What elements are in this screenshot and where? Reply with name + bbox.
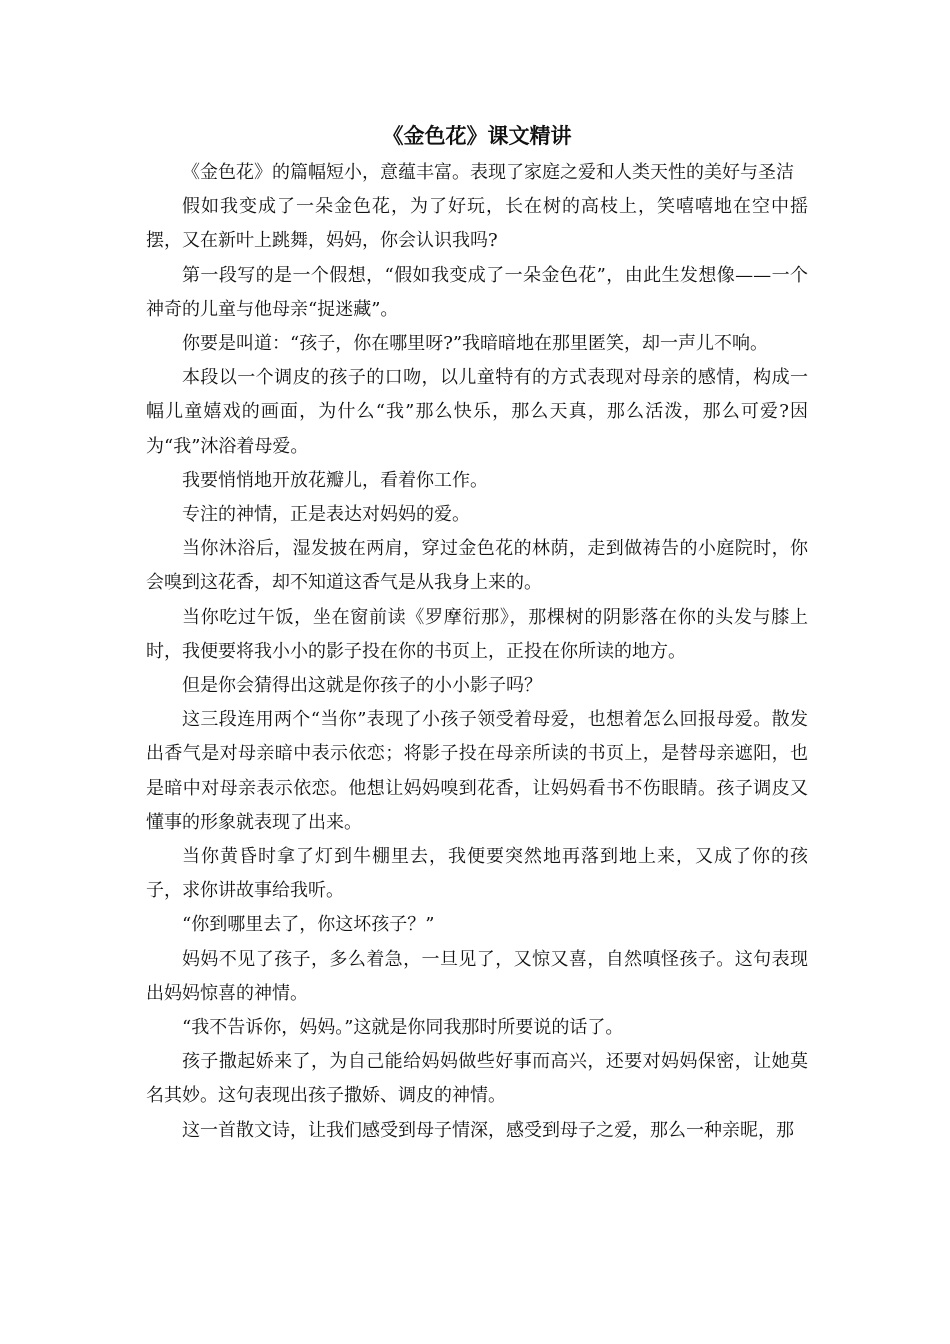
paragraph: 当你吃过午饭，坐在窗前读《罗摩衍那》，那棵树的阴影落在你的头发与膝上时，我便要将我小小的影子投在你的书页上，正投在你所读的地方。 (146, 606, 808, 662)
paragraph: 但是你会猜得出这就是你孩子的小小影子吗？ (182, 675, 542, 697)
paragraph: 当你黄昏时拿了灯到牛棚里去，我便要突然地再落到地上来，又成了你的孩子，求你讲故事给我听。 (146, 846, 808, 902)
paragraph: 专注的神情，正是表达对妈妈的爱。 (182, 504, 470, 526)
document-title: 《金色花》课文精讲 (382, 123, 572, 148)
paragraph: 这三段连用两个“当你”表现了小孩子领受着母爱，也想着怎么回报母爱。散发出香气是对母亲暗中表示依恋；将影子投在母亲所读的书页上，是替母亲遮阳，也是暗中对母亲表示依恋。他想让妈妈嗅到花香，让妈妈看书不伤眼睛。孩子调皮又懂事的形象就表现了出来。 (146, 709, 808, 833)
paragraph: “我不告诉你，妈妈。”这就是你同我那时所要说的话了。 (182, 1017, 624, 1039)
paragraph: 假如我变成了一朵金色花，为了好玩，长在树的高枝上，笑嘻嘻地在空中摇摆，又在新叶上跳舞，妈妈，你会认识我吗? (146, 196, 808, 252)
paragraph: 孩子撒起娇来了，为自己能给妈妈做些好事而高兴，还要对妈妈保密，让她莫名其妙。这句表现出孩子撒娇、调皮的神情。 (146, 1051, 808, 1107)
paragraph: 本段以一个调皮的孩子的口吻，以儿童特有的方式表现对母亲的感情，构成一幅儿童嬉戏的画面，为什么“我”那么快乐，那么天真，那么活泼，那么可爱?因为“我”沐浴着母爱。 (146, 367, 808, 457)
paragraph: 当你沐浴后，湿发披在两肩，穿过金色花的林荫，走到做祷告的小庭院时，你会嗅到这花香，却不知道这香气是从我身上来的。 (146, 538, 808, 594)
document-page (146, 118, 808, 1148)
paragraph: 第一段写的是一个假想，“假如我变成了一朵金色花”，由此生发想像——一个神奇的儿童与他母亲“捉迷藏”。 (146, 264, 808, 320)
paragraph: 这一首散文诗，让我们感受到母子情深，感受到母子之爱，那么一种亲昵，那 (182, 1119, 794, 1141)
paragraph: 我要悄悄地开放花瓣儿，看着你工作。 (182, 469, 488, 491)
paragraph: 《金色花》的篇幅短小，意蕴丰富。表现了家庭之爱和人类天性的美好与圣洁 (182, 162, 794, 183)
paragraph: 你要是叫道：“孩子，你在哪里呀?”我暗暗地在那里匿笑，却一声儿不响。 (182, 333, 769, 355)
paragraph: “你到哪里去了，你这坏孩子？” (182, 914, 435, 936)
paragraph: 妈妈不见了孩子，多么着急，一旦见了，又惊又喜，自然嗔怪孩子。这句表现出妈妈惊喜的神情。 (146, 948, 808, 1004)
